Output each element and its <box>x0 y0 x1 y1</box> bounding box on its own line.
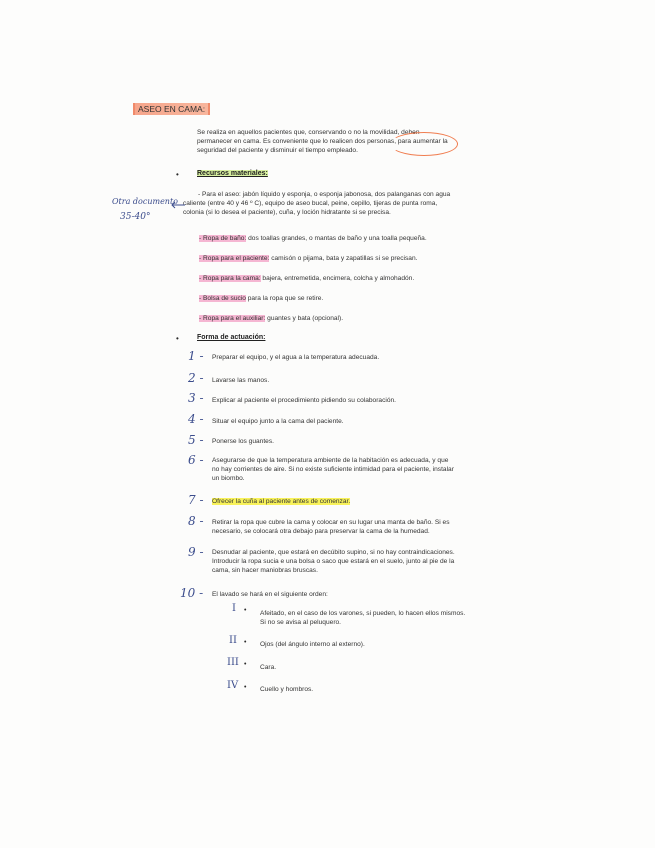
step-line: Retirar la ropa que cubre la cama y colocar en su lugar una manta de baño. Si es <box>212 519 450 526</box>
section-recursos-heading: Recursos materiales: <box>197 170 268 177</box>
step-number: 2 - <box>188 371 204 385</box>
sub-bullet: • <box>244 684 247 691</box>
recurso-ropa-bano: - Ropa de baño: dos toallas grandes, o mantas de baño y una toalla pequeña. <box>199 235 427 242</box>
recurso-ropa-auxiliar: - Ropa para el auxiliar: guantes y bata (opcional). <box>199 315 344 322</box>
step-number: 9 - <box>188 545 204 559</box>
recurso-bolsa-sucio: - Bolsa de sucio para la ropa que se retire. <box>199 295 324 302</box>
bullet-recursos: • <box>176 170 179 179</box>
intro-line-2: permanecer en cama. Es conveniente que lo realicen dos personas, para aumentar la <box>197 138 448 146</box>
step-line: Desnudar al paciente, que estará en decúbito supino, si no hay contraindicaciones. <box>212 549 455 556</box>
aseo-paragraph <box>183 190 531 218</box>
step-text <box>212 456 532 484</box>
orden-item <box>260 609 530 627</box>
intro-line-3: seguridad del paciente y disminuir el tiempo empleado. <box>197 147 358 155</box>
step-text: Ponerse los guantes. <box>212 438 274 445</box>
step-number: 5 - <box>188 433 204 447</box>
step-text: Lavarse las manos. <box>212 377 270 384</box>
section-actuacion-heading: Forma de actuación: <box>197 334 266 341</box>
recurso-ropa-paciente: - Ropa para el paciente: camisón o pijama, bata y zapatillas si se precisan. <box>199 255 418 262</box>
page-title: ASEO EN CAMA: <box>133 103 210 115</box>
roman-numeral: IV <box>227 680 239 691</box>
step-text: Ofrecer la cuña al paciente antes de comenzar. <box>212 498 351 505</box>
step-line: necesario, se colocará otra debajo para preservar la cama de la humedad. <box>212 528 430 536</box>
step-line: no hay corrientes de aire. Si no existe suficiente intimidad para el paciente, instalar <box>212 466 454 474</box>
step-text <box>212 518 532 536</box>
step-text <box>212 548 532 576</box>
step-text: Preparar el equipo, y el agua a la temperatura adecuada. <box>212 354 380 361</box>
margin-note-text: Otra documento <box>112 197 178 206</box>
sub-bullet: • <box>244 661 247 668</box>
orden-item: Ojos (del ángulo interno al externo). <box>260 641 365 648</box>
roman-numeral: II <box>229 635 237 646</box>
arrow-icon <box>170 200 186 210</box>
orden-line: Afeitado, en el caso de los varones, si pueden, lo hacen ellos mismos. <box>260 610 466 617</box>
step-number: 10 - <box>180 586 204 600</box>
orden-item: Cuello y hombros. <box>260 686 314 693</box>
step-number: 4 - <box>188 412 204 426</box>
bullet-actuacion: • <box>176 334 179 343</box>
step-text: Situar el equipo junto a la cama del paciente. <box>212 418 344 425</box>
step-line: Introducir la ropa sucia e una bolsa o saco que estará en el suelo, junto al pie de la <box>212 558 455 566</box>
step-number: 8 - <box>188 514 204 528</box>
step-line: Asegurarse de que la temperatura ambiente de la habitación es adecuada, y que <box>212 457 449 464</box>
aseo-line-1: - Para el aseo: jabón líquido y esponja, o esponja jabonosa, dos palanganas con agua <box>198 191 451 198</box>
step-text: El lavado se hará en el siguiente orden: <box>212 591 328 598</box>
roman-numeral: I <box>232 603 236 614</box>
orden-item: Cara. <box>260 664 277 671</box>
step-line: cama, sin hacer maniobras bruscas. <box>212 567 318 575</box>
step-line: un biombo. <box>212 475 245 483</box>
step-number: 7 - <box>188 493 204 507</box>
sub-bullet: • <box>244 607 247 614</box>
intro-paragraph <box>197 128 527 156</box>
step-number: 1 - <box>188 349 204 363</box>
aseo-line-2: caliente (entre 40 y 46 º C), equipo de aseo bucal, peine, cepillo, tijeras de punta roma, <box>183 200 438 208</box>
step-number: 6 - <box>188 453 204 467</box>
orden-line: Si no se avisa al peluquero. <box>260 619 342 627</box>
step-number: 3 - <box>188 391 204 405</box>
recurso-ropa-cama: - Ropa para la cama: bajera, entremetida, encimera, colcha y almohadón. <box>199 275 415 282</box>
margin-note-temperature: 35-40° <box>120 212 151 222</box>
sub-bullet: • <box>244 639 247 646</box>
step-text: Explicar al paciente el procedimiento pidiendo su colaboración. <box>212 397 397 404</box>
aseo-line-3: colonia (si lo desea el paciente), cuña, y loción hidratante si se precisa. <box>183 209 391 217</box>
circled-annotation <box>390 132 458 156</box>
intro-line-1: Se realiza en aquellos pacientes que, conservando o no la movilidad, deben <box>197 129 420 136</box>
roman-numeral: III <box>227 657 239 668</box>
